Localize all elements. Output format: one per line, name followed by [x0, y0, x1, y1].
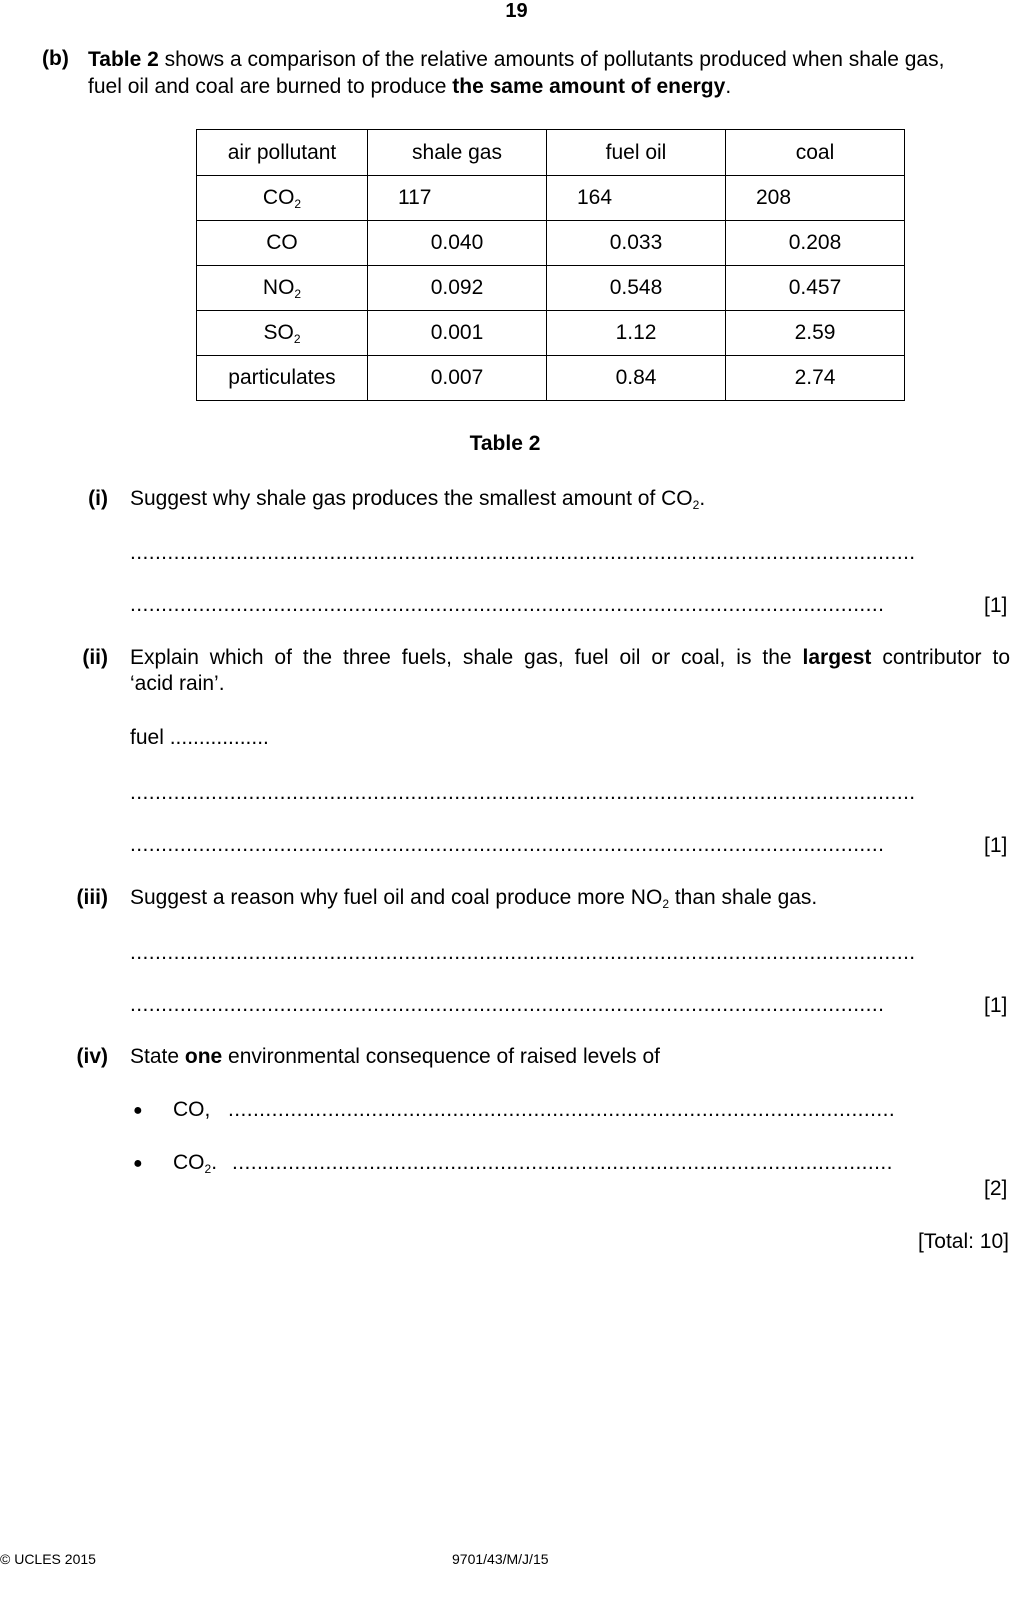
intro-bold-table: Table 2	[88, 48, 159, 71]
value-shale-gas: 0.007	[368, 356, 547, 401]
value-coal: 0.457	[726, 266, 905, 311]
pollutant-name: SO	[263, 321, 294, 344]
marks-iv: [2]	[984, 1177, 1008, 1200]
question-ii-stem-end: contributor to	[871, 646, 1010, 669]
value-coal: 208	[726, 176, 905, 221]
table-header-row	[197, 130, 905, 176]
answer-line[interactable]: .........................................................................................................................	[130, 833, 885, 856]
value-coal: 2.74	[726, 356, 905, 401]
value-shale-gas: 0.001	[368, 311, 547, 356]
question-iii-subscript: 2	[662, 897, 669, 911]
value-shale-gas: 0.092	[368, 266, 547, 311]
question-i-end: .	[699, 487, 706, 510]
question-iv-stem-end: environmental consequence of raised levels of	[222, 1045, 660, 1068]
bullet-item-co2-end: .	[211, 1151, 218, 1174]
value-coal: 2.59	[726, 311, 905, 356]
question-iii-number: (iii)	[76, 886, 108, 909]
intro-bold-energy: the same amount of energy	[452, 75, 726, 98]
question-ii-number: (ii)	[82, 646, 108, 669]
value-shale-gas: 117	[368, 176, 547, 221]
table-row	[197, 356, 905, 401]
question-iii-stem-end: than shale gas.	[669, 886, 818, 909]
question-ii-stem: Explain which of the three fuels, shale gas, fuel oil or coal, is the	[130, 646, 803, 669]
answer-line[interactable]: ..............................................................................................................................	[130, 781, 916, 804]
value-fuel-oil: 1.12	[547, 311, 726, 356]
table-row	[197, 311, 905, 356]
footer-paper-code: 9701/43/M/J/15	[452, 1551, 549, 1567]
fuel-answer-field[interactable]: fuel .................	[130, 726, 269, 749]
table-row	[197, 221, 905, 266]
answer-line[interactable]: .........................................................................................................................	[130, 593, 885, 616]
question-iii-text	[130, 886, 817, 910]
answer-line[interactable]: .........................................................................................................................	[130, 993, 885, 1016]
question-iii-stem: Suggest a reason why fuel oil and coal produce more NO	[130, 886, 663, 909]
value-coal: 0.208	[726, 221, 905, 266]
pollutant-cell	[197, 221, 368, 266]
header-coal: coal	[726, 130, 905, 176]
page-number: 19	[505, 0, 528, 22]
pollutant-cell	[197, 311, 368, 356]
value-fuel-oil: 0.033	[547, 221, 726, 266]
value-shale-gas: 0.040	[368, 221, 547, 266]
bullet-item-co2-text: CO	[173, 1151, 205, 1174]
question-i-text	[130, 487, 705, 511]
question-i-stem: Suggest why shale gas produces the smallest amount of CO	[130, 487, 693, 510]
value-fuel-oil: 164	[547, 176, 726, 221]
part-b-intro	[88, 46, 1013, 100]
pollutant-name: particulates	[228, 366, 336, 389]
pollutant-subscript: 2	[294, 197, 302, 211]
intro-text-1: shows a comparison of the relative amounts of pollutants produced when shale gas,	[158, 48, 945, 71]
total-marks: [Total: 10]	[917, 1230, 1009, 1253]
intro-end: .	[725, 75, 732, 98]
question-iv-text	[130, 1045, 660, 1069]
table-caption: Table 2	[469, 432, 541, 455]
question-ii-bold: largest	[802, 646, 872, 669]
question-iv-bold: one	[184, 1045, 223, 1068]
bullet-item-co2-subscript: 2	[204, 1162, 212, 1176]
intro-text-2: fuel oil and coal are burned to produce	[88, 75, 453, 98]
answer-line[interactable]: ..............................................................................................................................	[130, 941, 916, 964]
bullet-icon: ●	[133, 1155, 143, 1172]
marks-ii: [1]	[984, 834, 1008, 857]
pollutant-cell	[197, 356, 368, 401]
header-fuel-oil: fuel oil	[547, 130, 726, 176]
pollutant-name: CO	[262, 186, 295, 209]
bullet-item-co: CO,	[173, 1098, 211, 1121]
pollutant-cell	[197, 266, 368, 311]
question-iv-stem: State	[130, 1045, 185, 1068]
question-iv-number: (iv)	[76, 1045, 108, 1068]
footer-copyright: © UCLES 2015	[0, 1551, 96, 1567]
header-shale-gas: shale gas	[368, 130, 547, 176]
pollutant-table	[196, 129, 905, 401]
value-fuel-oil: 0.84	[547, 356, 726, 401]
question-ii-text-line2: ‘acid rain’.	[130, 672, 225, 695]
answer-line[interactable]: ..........................................................................................................	[232, 1151, 893, 1174]
bullet-item-co2	[173, 1151, 217, 1175]
header-air-pollutant: air pollutant	[197, 130, 368, 176]
pollutant-subscript: 2	[293, 332, 301, 346]
value-fuel-oil: 0.548	[547, 266, 726, 311]
answer-line[interactable]: ...........................................................................................................	[228, 1098, 896, 1121]
question-ii-text-line1	[130, 644, 1010, 671]
pollutant-cell	[197, 176, 368, 221]
table-row	[197, 266, 905, 311]
answer-line[interactable]: ..............................................................................................................................	[130, 541, 916, 564]
table-row	[197, 176, 905, 221]
pollutant-name: CO	[266, 231, 298, 254]
marks-iii: [1]	[984, 994, 1008, 1017]
question-i-number: (i)	[88, 487, 108, 510]
pollutant-subscript: 2	[294, 287, 302, 301]
question-i-subscript: 2	[692, 498, 700, 512]
marks-i: [1]	[984, 594, 1008, 617]
pollutant-name: NO	[262, 276, 295, 299]
bullet-icon: ●	[133, 1102, 143, 1119]
part-b-label: (b)	[42, 47, 69, 70]
